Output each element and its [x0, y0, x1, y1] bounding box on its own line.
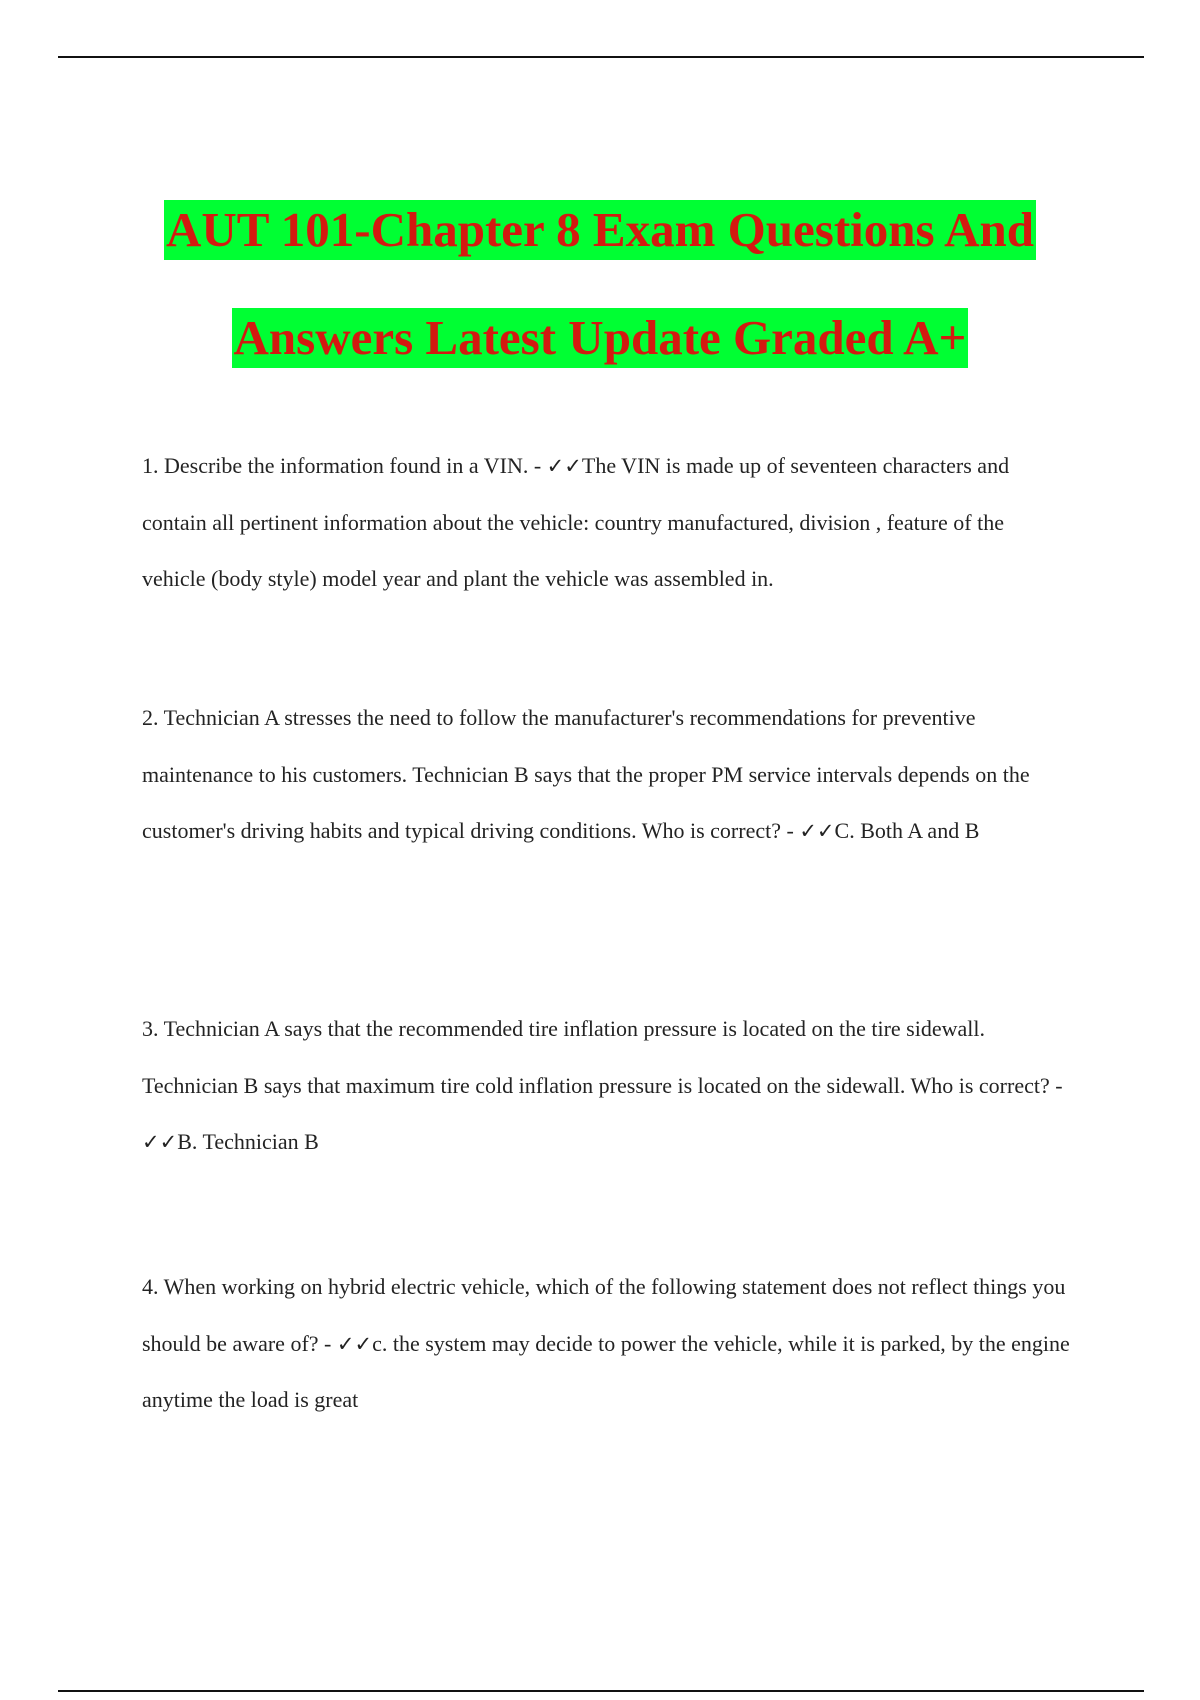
question-text: 1. Describe the information found in a VIN. - [142, 453, 547, 478]
answer-text: B. Technician B [177, 1129, 319, 1154]
question-text: 4. When working on hybrid electric vehicle, which of the following statement does not reflect things you should be aware of? - [142, 1274, 1066, 1356]
qa-item-3 [142, 1001, 1072, 1171]
checkmark-icon: ✓✓ [142, 1130, 178, 1154]
question-text: 2. Technician A stresses the need to follow the manufacturer's recommendations for preventive maintenance to his customers. Technician B says that the proper PM service intervals depends on the customer's driving habits and typical driving conditions. Who is correct? - [142, 705, 1030, 843]
qa-item-4 [142, 1259, 1072, 1429]
question-text: 3. Technician A says that the recommended tire inflation pressure is located on the tire sidewall. Technician B says that maximum tire cold inflation pressure is located on the sidewall. Who is correct? - [142, 1016, 1063, 1098]
qa-item-2 [142, 690, 1072, 860]
qa-item-1 [142, 438, 1072, 608]
checkmark-icon: ✓✓ [799, 819, 835, 843]
top-rule [58, 56, 1144, 58]
checkmark-icon: ✓✓ [336, 1331, 373, 1356]
answer-text: c. the system may decide to power the vehicle, while it is parked, by the engine anytime the load is great [142, 1330, 1070, 1412]
title-line-1: AUT 101-Chapter 8 Exam Questions And [164, 200, 1036, 260]
title-line-2: Answers Latest Update Graded A+ [232, 308, 969, 368]
answer-text: The VIN is made up of seventeen characters and contain all pertinent information about the vehicle: country manufactured, division , feature of the vehicle (body style) model year and plant the vehicle was assembled in. [142, 453, 1010, 591]
checkmark-icon: ✓✓ [546, 454, 582, 478]
document-title [0, 200, 1200, 368]
bottom-rule [58, 1690, 1144, 1692]
answer-text: C. Both A and B [834, 818, 980, 843]
